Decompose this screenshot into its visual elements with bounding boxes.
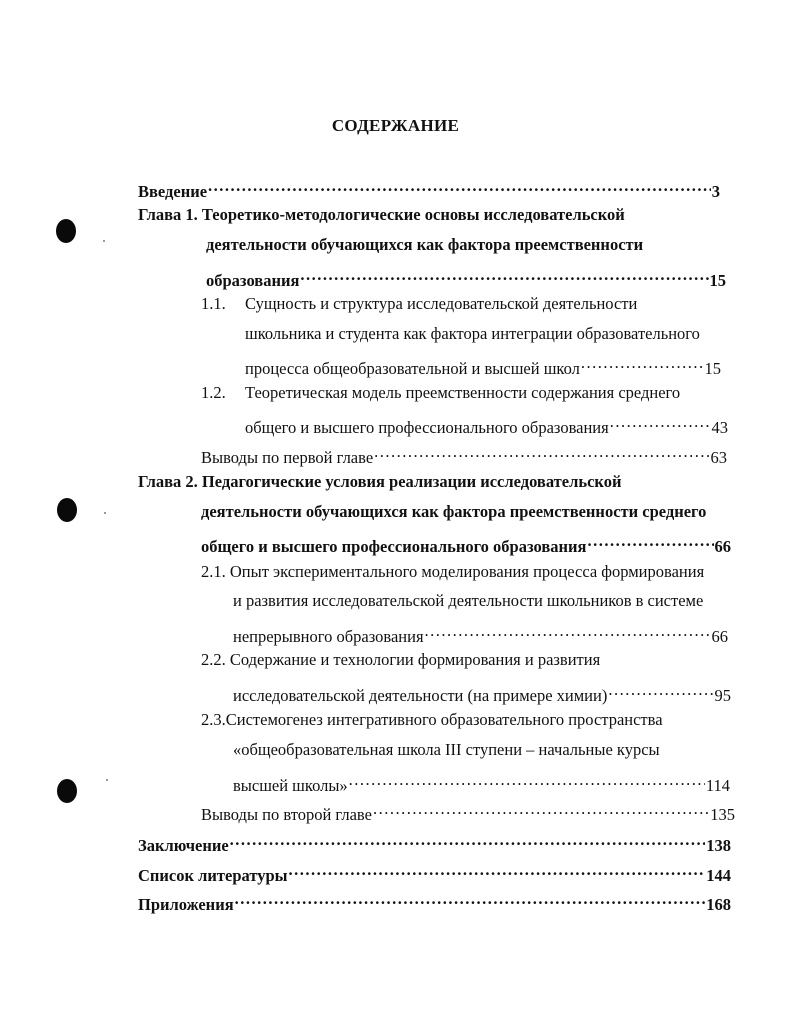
scan-speck — [104, 512, 106, 514]
toc-section-2-1-line2 — [233, 590, 703, 612]
toc-entry-text: Введение — [138, 182, 208, 201]
leader-dots — [300, 264, 708, 286]
toc-section-1-1-line1 — [245, 293, 637, 315]
toc-chapter-1-line3 — [206, 264, 726, 290]
punch-hole — [57, 779, 77, 803]
leader-dots — [230, 829, 706, 851]
toc-entry-text: Глава 1. Теоретико-методологические основы исследовательской — [138, 205, 625, 224]
toc-section-2-1-line3 — [233, 620, 728, 646]
toc-entry-text: 2.2. Содержание и технологии формирования и развития — [201, 650, 601, 669]
toc-section-2-2-line2 — [233, 679, 731, 705]
toc-entry-text: Список литературы — [138, 866, 288, 885]
toc-entry-references — [138, 859, 731, 885]
leader-dots — [587, 530, 713, 552]
toc-entry-text: общего и высшего профессионального образования — [245, 418, 609, 437]
toc-section-2-2-line1 — [201, 649, 600, 671]
toc-page-number: 66 — [714, 537, 731, 556]
toc-entry-text: и развития исследовательской деятельности школьников в системе — [233, 591, 704, 610]
toc-entry-text: «общеобразовательная школа III ступени – начальные курсы — [233, 740, 660, 759]
leader-dots — [608, 679, 713, 701]
toc-section-1-2-line2 — [245, 411, 728, 437]
toc-entry-text: Выводы по первой главе — [201, 448, 374, 467]
leader-dots — [425, 620, 711, 642]
leader-dots — [373, 798, 709, 820]
toc-section-2-3-line1 — [201, 709, 663, 731]
toc-chapter-2-line3 — [201, 530, 731, 556]
toc-entry-text: деятельности обучающихся как фактора преемственности среднего — [201, 502, 707, 521]
punch-hole — [56, 219, 76, 243]
toc-page-number: 114 — [705, 776, 730, 795]
punch-hole — [57, 498, 77, 522]
toc-entry-text: Теоретическая модель преемственности содержания среднего — [245, 383, 681, 402]
toc-entry-text: образования — [206, 271, 300, 290]
toc-chapter-2-line1 — [138, 471, 621, 493]
toc-entry-text: исследовательской деятельности (на примере химии) — [233, 686, 608, 705]
toc-section-2-1-line1 — [201, 561, 704, 583]
toc-entry-text: Выводы по второй главе — [201, 805, 372, 824]
scan-speck — [106, 779, 108, 781]
leader-dots — [235, 888, 706, 910]
toc-page-number: 95 — [714, 686, 731, 705]
scan-speck — [103, 240, 105, 242]
toc-page-number: 168 — [706, 895, 731, 914]
toc-page-number: 135 — [710, 805, 735, 824]
toc-entry-text: деятельности обучающихся как фактора преемственности — [206, 235, 644, 254]
toc-entry-conclusion — [138, 829, 731, 855]
toc-entry-text: высшей школы» — [233, 776, 348, 795]
toc-entry-text: Приложения — [138, 895, 234, 914]
toc-page-number: 66 — [711, 627, 728, 646]
page-title: СОДЕРЖАНИЕ — [331, 116, 460, 135]
toc-entry-intro — [138, 175, 720, 201]
leader-dots — [349, 769, 705, 791]
toc-chapter-1-line2 — [206, 234, 643, 256]
toc-entry-text: Сущность и структура исследовательской деятельности — [245, 294, 638, 313]
toc-section-2-3-line2 — [233, 739, 660, 761]
toc-section-1-1-line3 — [245, 352, 721, 378]
toc-conclusions-ch1 — [201, 441, 727, 467]
toc-conclusions-ch2 — [201, 798, 735, 824]
toc-chapter-2-line2 — [201, 501, 706, 523]
toc-section-number: 1.1. — [201, 294, 226, 313]
toc-page-number: 15 — [709, 271, 726, 290]
toc-page-number: 144 — [706, 866, 731, 885]
toc-page-number: 3 — [711, 182, 720, 201]
toc-chapter-1-line1 — [138, 204, 625, 226]
toc-entry-text: общего и высшего профессионального образования — [201, 537, 587, 556]
leader-dots — [208, 175, 711, 197]
toc-section-2-3-line3 — [233, 769, 730, 795]
leader-dots — [374, 441, 709, 463]
toc-section-number: 1.2. — [201, 383, 226, 402]
toc-page-number: 138 — [706, 836, 731, 855]
toc-page-number: 15 — [704, 359, 721, 378]
toc-entry-text: Глава 2. Педагогические условия реализации исследовательской — [138, 472, 622, 491]
toc-entry-text: процесса общеобразовательной и высшей школ — [245, 359, 580, 378]
toc-page-number: 43 — [711, 418, 728, 437]
leader-dots — [581, 352, 704, 374]
leader-dots — [610, 411, 711, 433]
toc-section-1-2-line1 — [245, 382, 680, 404]
toc-section-1-1-line2 — [245, 323, 700, 345]
toc-entry-text: непрерывного образования — [233, 627, 424, 646]
toc-page-number: 63 — [710, 448, 727, 467]
toc-entry-text: школьника и студента как фактора интеграции образовательного — [245, 324, 700, 343]
leader-dots — [289, 859, 706, 881]
toc-entry-text: 2.3.Системогенез интегративного образовательного пространства — [201, 710, 663, 729]
toc-entry-text: Заключение — [138, 836, 229, 855]
toc-entry-appendix — [138, 888, 731, 914]
toc-entry-text: 2.1. Опыт экспериментального моделирования процесса формирования — [201, 562, 705, 581]
